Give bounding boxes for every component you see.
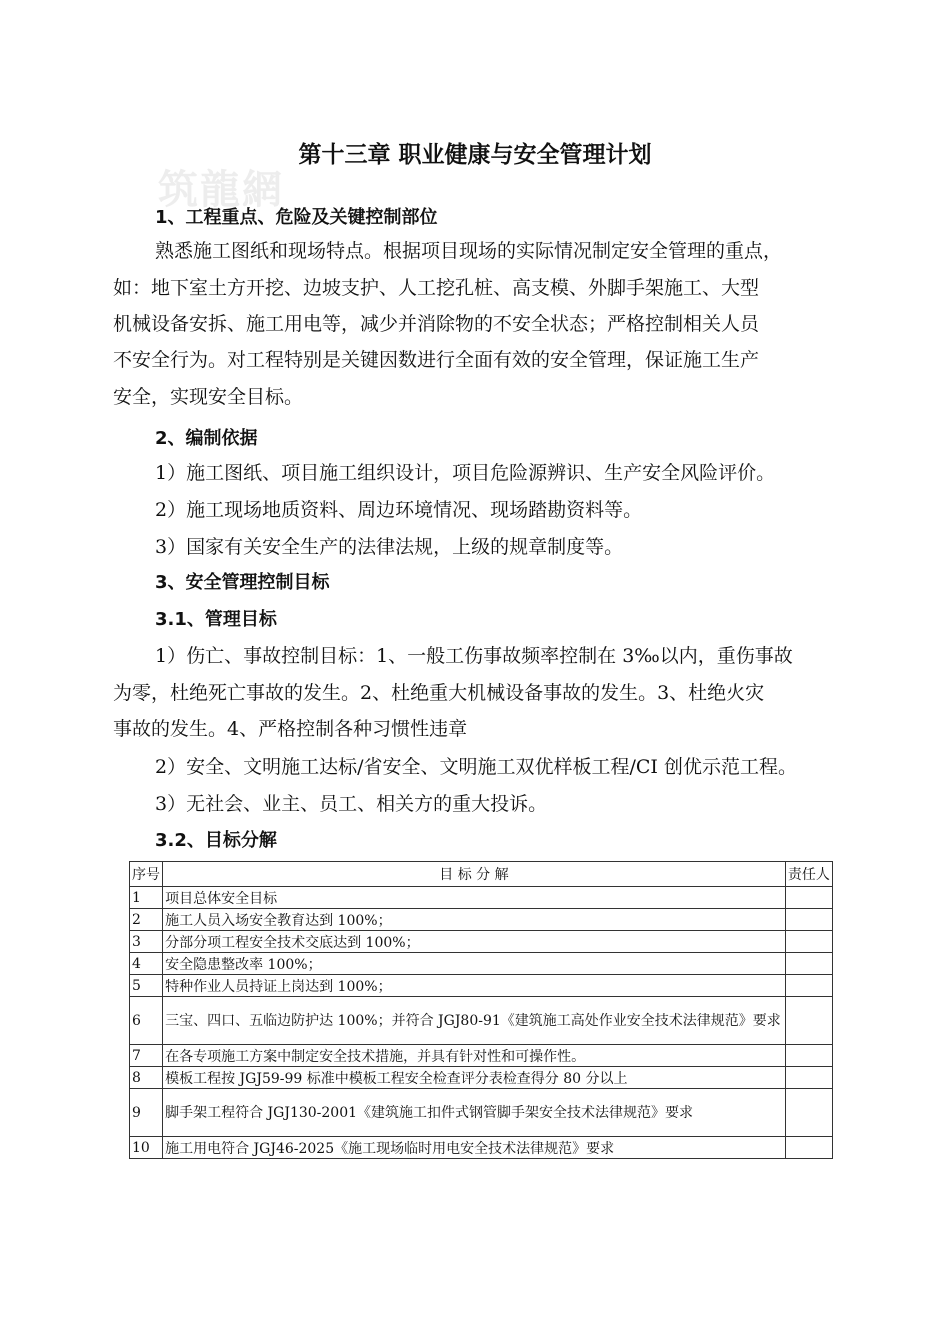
cell-no: 10 [130,1137,163,1159]
header-owner: 责任人 [785,862,832,887]
list-item-line: 为零，杜绝死亡事故的发生。2、杜绝重大机械设备事故的发生。3、杜绝火灾 [113,682,765,704]
cell-text: 分部分项工程安全技术交底达到 100%； [163,931,786,953]
section-3-1-heading: 3.1、管理目标 [155,609,277,630]
cell-owner [785,1045,832,1067]
table-header-row [130,862,833,887]
header-target: 目 标 分 解 [163,862,786,887]
cell-owner [785,909,832,931]
table-row [130,997,833,1045]
table-row [130,887,833,909]
cell-no: 1 [130,887,163,909]
cell-text: 项目总体安全目标 [163,887,786,909]
table-row [130,931,833,953]
section-1-heading: 1、工程重点、危险及关键控制部位 [155,207,438,228]
section-3-heading: 3、安全管理控制目标 [155,572,330,593]
cell-owner [785,1089,832,1137]
paragraph-line: 安全，实现安全目标。 [113,386,304,408]
cell-no: 6 [130,997,163,1045]
cell-owner [785,953,832,975]
cell-text: 安全隐患整改率 100%； [163,953,786,975]
cell-owner [785,997,832,1045]
table-row [130,909,833,931]
table-row [130,1045,833,1067]
list-item-line: 1）伤亡、事故控制目标：1、一般工伤事故频率控制在 3‰以内，重伤事故 [155,645,793,667]
cell-text: 脚手架工程符合 JGJ130-2001《建筑施工扣件式钢管脚手架安全技术法律规范》要求 [163,1089,786,1137]
target-table [129,861,833,1159]
cell-no: 8 [130,1067,163,1089]
cell-no: 7 [130,1045,163,1067]
paragraph-line: 机械设备安拆、施工用电等，减少并消除物的不安全状态；严格控制相关人员 [113,313,760,335]
list-item-line: 事故的发生。4、严格控制各种习惯性违章 [113,718,468,740]
cell-no: 2 [130,909,163,931]
section-2-heading: 2、编制依据 [155,428,258,449]
cell-owner [785,931,832,953]
list-item: 1）施工图纸、项目施工组织设计，项目危险源辨识、生产安全风险评价。 [155,462,776,484]
table-row [130,1067,833,1089]
table-row [130,975,833,997]
cell-owner [785,975,832,997]
paragraph-line: 如：地下室土方开挖、边坡支护、人工挖孔桩、高支模、外脚手架施工、大型 [113,277,760,299]
cell-no: 9 [130,1089,163,1137]
page-title: 第十三章 职业健康与安全管理计划 [298,142,652,168]
section-3-2-heading: 3.2、目标分解 [155,830,277,851]
table-row [130,953,833,975]
cell-text: 施工用电符合 JGJ46-2025《施工现场临时用电安全技术法律规范》要求 [163,1137,786,1159]
cell-no: 4 [130,953,163,975]
cell-owner [785,887,832,909]
cell-owner [785,1067,832,1089]
list-item: 2）安全、文明施工达标/省安全、文明施工双优样板工程/CI 创优示范工程。 [155,756,797,778]
cell-text: 三宝、四口、五临边防护达 100%；并符合 JGJ80-91《建筑施工高处作业安全技术法律规范》要求 [163,997,786,1045]
paragraph-line: 熟悉施工图纸和现场特点。根据项目现场的实际情况制定安全管理的重点， [155,240,783,262]
cell-text: 模板工程按 JGJ59-99 标准中模板工程安全检查评分表检查得分 80 分以上 [163,1067,786,1089]
paragraph-line: 不安全行为。对工程特别是关键因数进行全面有效的安全管理，保证施工生产 [113,349,760,371]
cell-owner [785,1137,832,1159]
header-no: 序号 [130,862,163,887]
table-row [130,1089,833,1137]
cell-text: 在各专项施工方案中制定安全技术措施，并具有针对性和可操作性。 [163,1045,786,1067]
cell-no: 5 [130,975,163,997]
list-item: 2）施工现场地质资料、周边环境情况、现场踏勘资料等。 [155,499,643,521]
cell-text: 特种作业人员持证上岗达到 100%； [163,975,786,997]
watermark-logo: 筑龍網 [158,166,284,213]
table-row [130,1137,833,1159]
cell-text: 施工人员入场安全教育达到 100%； [163,909,786,931]
cell-no: 3 [130,931,163,953]
list-item: 3）无社会、业主、员工、相关方的重大投诉。 [155,793,548,815]
list-item: 3）国家有关安全生产的法律法规，上级的规章制度等。 [155,536,624,558]
